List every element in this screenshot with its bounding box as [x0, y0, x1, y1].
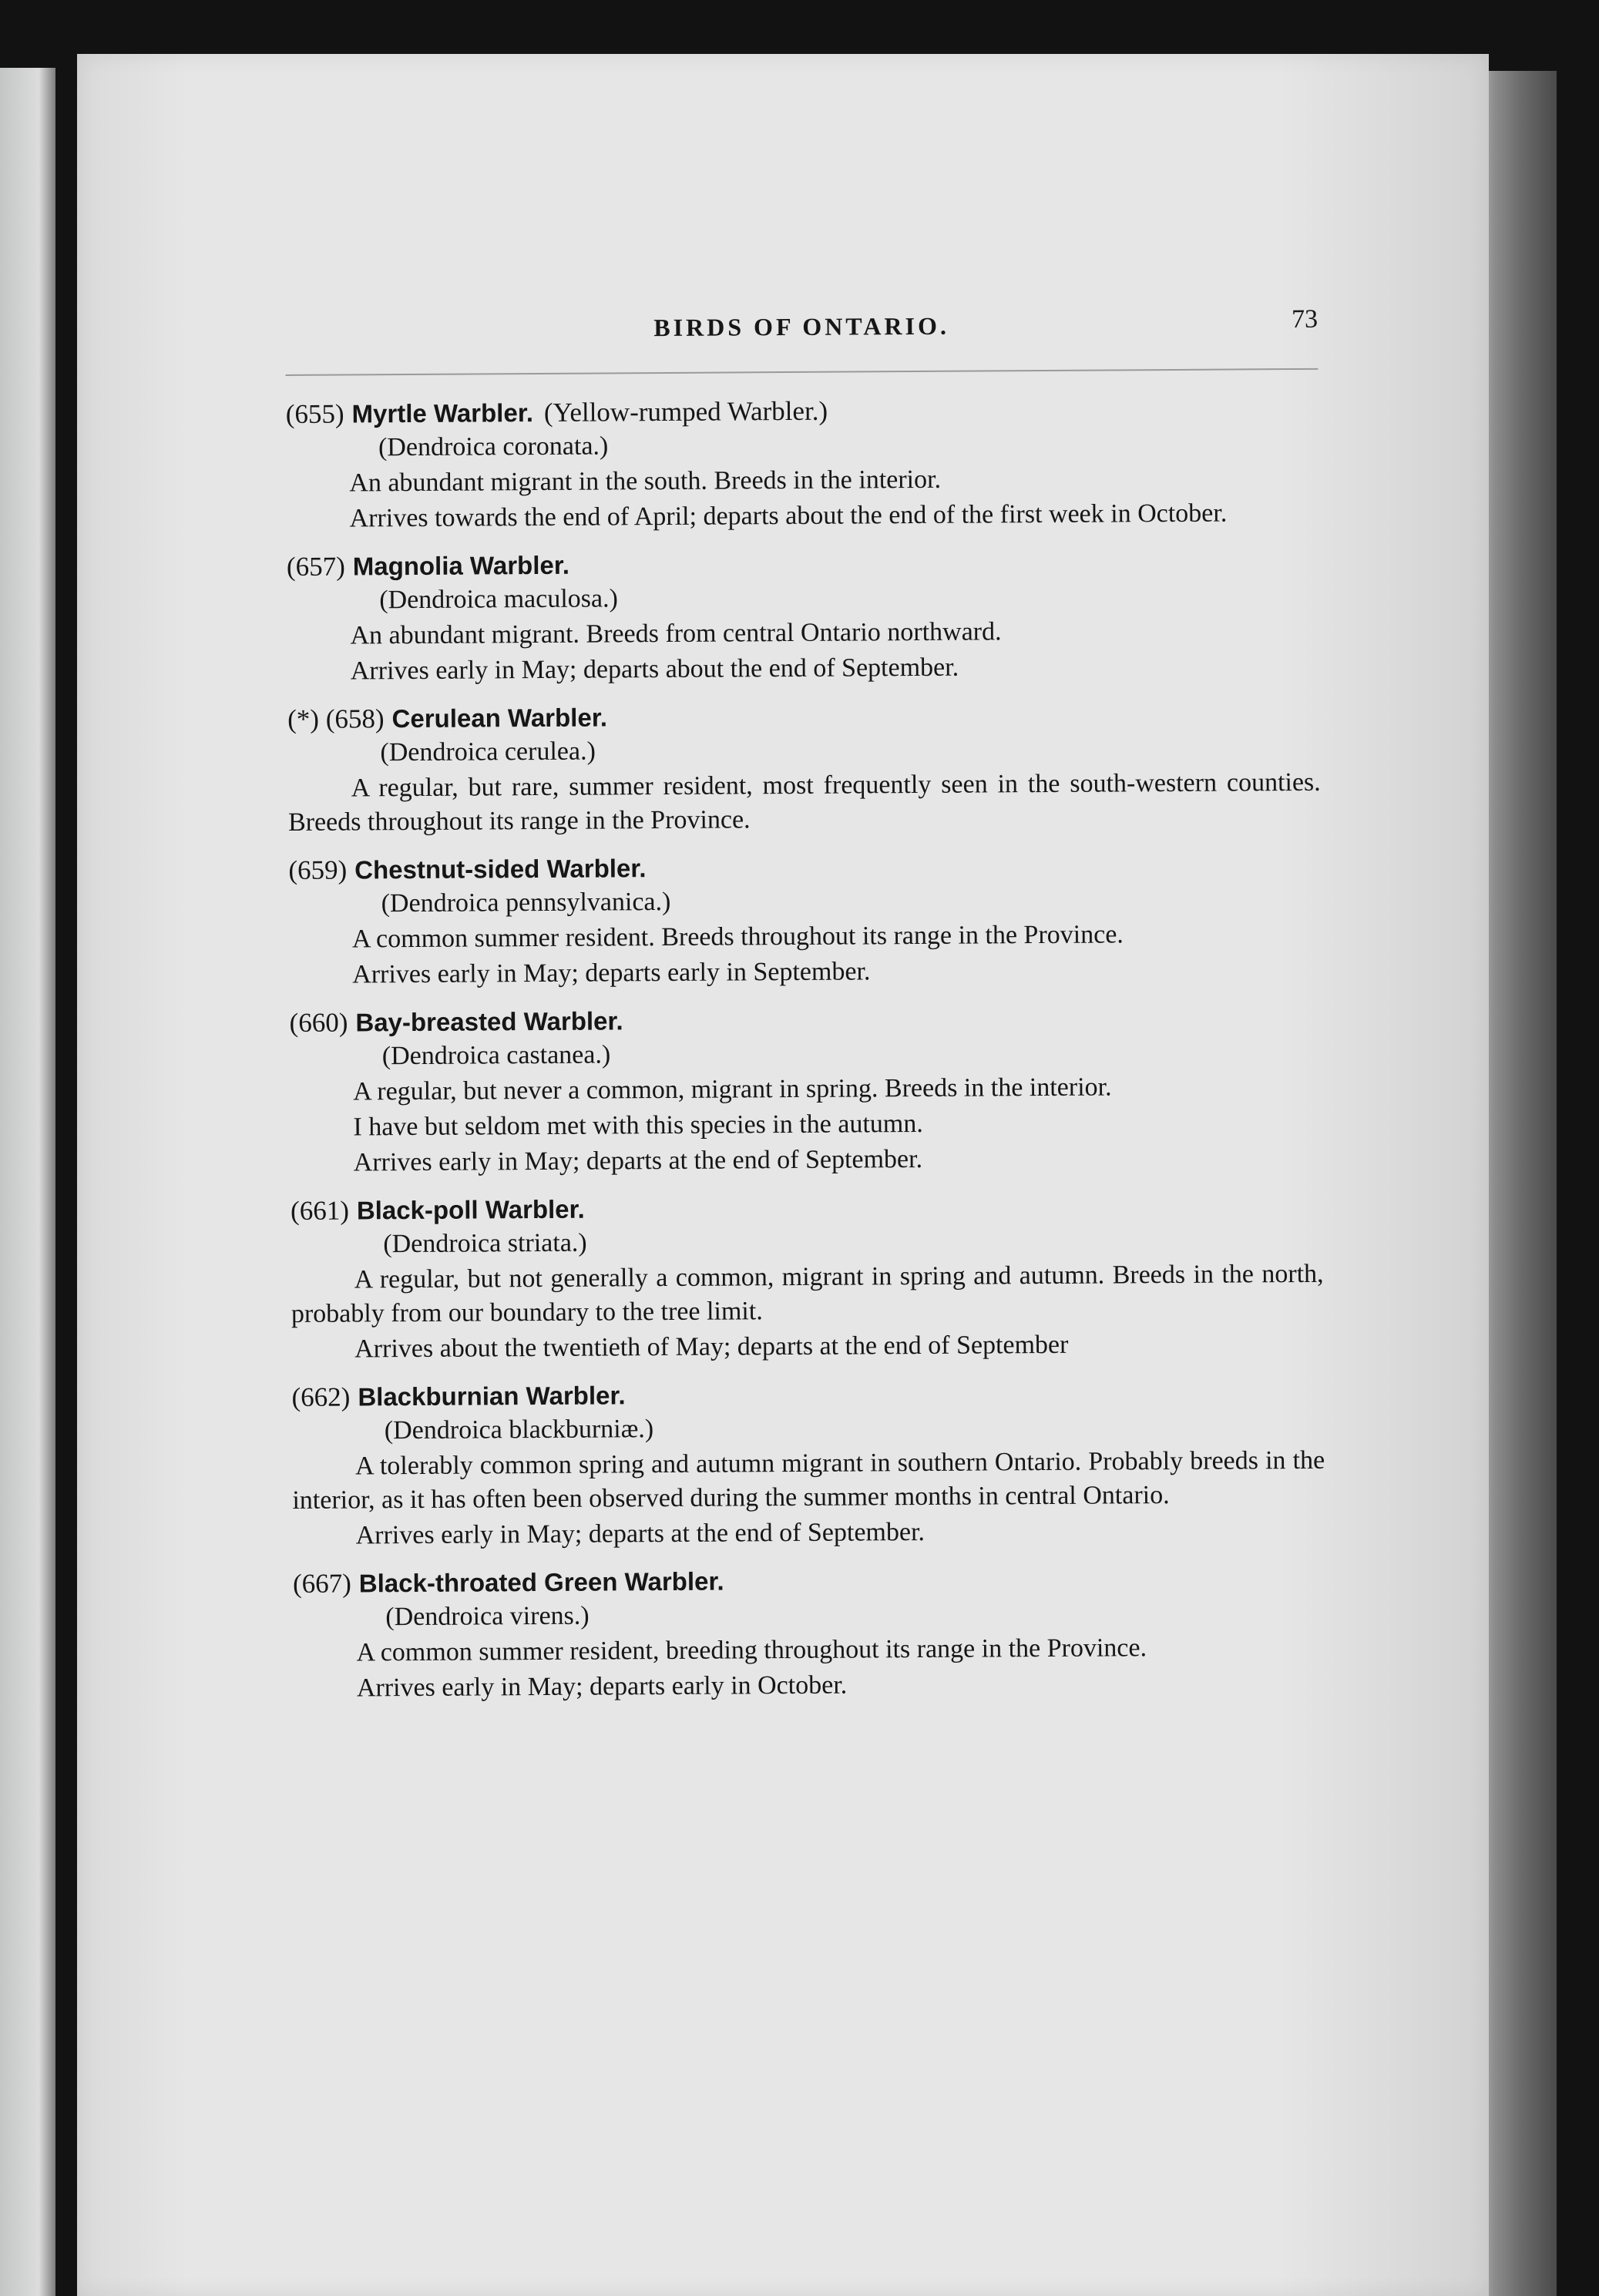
species-number: (667): [292, 1568, 351, 1599]
species-description: A regular, but never a common, migrant in spring. Breeds in the interior.: [353, 1072, 1112, 1106]
species-common-name: Chestnut-sided Warbler.: [354, 854, 647, 884]
species-entry: [289, 1000, 1322, 1180]
species-alternate-name: (Yellow-rumped Warbler.): [543, 395, 828, 428]
species-description: A regular, but not generally a common, migrant in spring and autumn. Breeds in the north, probably from our boundary to the tree limit.: [291, 1259, 1324, 1328]
species-scientific-name: (Dendroica virens.): [385, 1601, 590, 1632]
species-scientific-name: (Dendroica cerulea.): [380, 737, 596, 767]
species-number: (660): [289, 1007, 348, 1038]
species-common-name: Black-throated Green Warbler.: [358, 1566, 724, 1598]
species-description: Arrives towards the end of April; departs about the end of the first week in October.: [349, 498, 1228, 533]
species-description: A common summer resident. Breeds throughout its range in the Province.: [351, 920, 1124, 954]
species-description: Arrives early in May; departs early in September.: [352, 957, 871, 989]
species-common-name: Black-poll Warbler.: [356, 1194, 585, 1225]
species-description: Arrives early in May; departs about the end of September.: [350, 653, 959, 686]
species-entry: [287, 544, 1320, 689]
species-description: Arrives about the twentieth of May; departs at the end of September: [354, 1330, 1069, 1364]
book-page: [77, 54, 1489, 2296]
header-rule: [285, 368, 1318, 376]
species-common-name: Cerulean Warbler.: [391, 703, 608, 733]
species-scientific-name: (Dendroica coronata.): [378, 431, 609, 462]
species-description: I have but seldom met with this species in the autumn.: [353, 1109, 923, 1142]
species-description: An abundant migrant in the south. Breeds in the interior.: [349, 465, 942, 498]
page-content: [285, 304, 1326, 1720]
species-number: (657): [286, 551, 345, 582]
species-common-name: Magnolia Warbler.: [352, 550, 570, 581]
species-number: (655): [285, 398, 344, 429]
species-entry: [291, 1375, 1325, 1553]
species-common-name: Blackburnian Warbler.: [358, 1381, 626, 1412]
species-description: Arrives early in May; departs at the end of September.: [355, 1517, 925, 1550]
species-entry: [291, 1188, 1324, 1367]
species-number: (661): [290, 1195, 350, 1226]
species-number: (*) (658): [287, 703, 385, 734]
facing-page-edge: [0, 68, 55, 2296]
species-number: (659): [288, 854, 348, 885]
running-head: [285, 304, 1319, 354]
species-common-name: Bay-breasted Warbler.: [355, 1006, 623, 1037]
species-scientific-name: (Dendroica striata.): [383, 1228, 587, 1259]
species-description: A common summer resident, breeding throughout its range in the Province.: [356, 1633, 1147, 1667]
species-description: An abundant migrant. Breeds from central Ontario northward.: [350, 617, 1002, 650]
species-scientific-name: (Dendroica castanea.): [381, 1040, 611, 1071]
page-number: 73: [1291, 304, 1319, 334]
species-entry: [287, 697, 1321, 840]
species-entry: [288, 848, 1322, 992]
species-scientific-name: (Dendroica maculosa.): [379, 584, 619, 615]
species-entry: [286, 391, 1319, 536]
species-list: [286, 391, 1326, 1706]
species-scientific-name: (Dendroica blackburniæ.): [384, 1415, 654, 1445]
species-scientific-name: (Dendroica pennsylvanica.): [381, 887, 671, 918]
species-entry: [293, 1561, 1326, 1706]
species-description: Arrives early in May; departs at the end of September.: [353, 1144, 923, 1177]
species-common-name: Myrtle Warbler.: [351, 398, 534, 428]
species-description: A tolerably common spring and autumn migrant in southern Ontario. Probably breeds in the interior, as it has often been observed during the summer months in central Ontario.: [292, 1445, 1325, 1515]
species-description: Arrives early in May; departs early in October.: [356, 1670, 848, 1703]
species-description: A regular, but rare, summer resident, most frequently seen in the south-western counties. Breeds throughout its range in the Province.: [287, 767, 1321, 837]
species-number: (662): [291, 1381, 351, 1412]
running-head-title: BIRDS OF ONTARIO.: [653, 311, 950, 342]
